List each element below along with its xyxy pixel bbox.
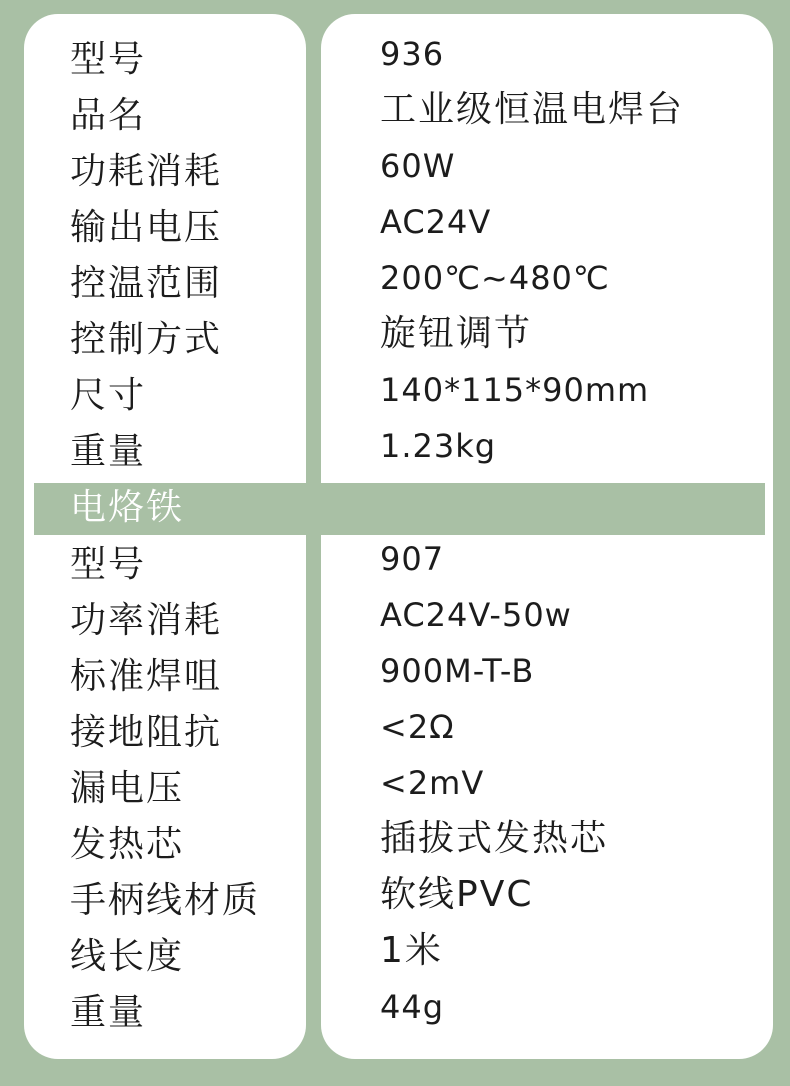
spec-label: 尺寸 <box>70 375 147 416</box>
spec-value: 旋钮调节 <box>380 313 533 354</box>
spec-value: 软线PVC <box>380 874 534 915</box>
spec-value: 1.23kg <box>380 427 497 465</box>
spec-value: 900M-T-B <box>380 652 535 690</box>
spec-label: 控温范围 <box>70 263 223 304</box>
spec-label: 漏电压 <box>70 768 185 809</box>
spec-value: <2Ω <box>380 708 455 746</box>
spec-label: 品名 <box>70 95 147 136</box>
section-band-iron <box>34 483 765 535</box>
spec-value: 907 <box>380 540 445 578</box>
spec-label: 标准焊咀 <box>70 656 223 697</box>
spec-value: 插拔式发热芯 <box>380 818 609 859</box>
spec-value: 工业级恒温电焊台 <box>380 89 685 130</box>
spec-label: 功耗消耗 <box>70 151 223 192</box>
spec-value: AC24V-50w <box>380 596 572 634</box>
spec-value: 44g <box>380 988 445 1026</box>
spec-value: 1米 <box>380 930 443 971</box>
spec-label: 重量 <box>70 431 147 472</box>
spec-label: 型号 <box>70 544 147 585</box>
spec-label: 重量 <box>70 992 147 1033</box>
spec-value: 200℃~480℃ <box>380 259 610 297</box>
spec-value: 140*115*90mm <box>380 371 650 409</box>
spec-label: 线长度 <box>70 936 185 977</box>
spec-label: 接地阻抗 <box>70 712 223 753</box>
spec-label: 发热芯 <box>70 824 185 865</box>
section-title-iron: 电烙铁 <box>70 487 185 528</box>
spec-label: 手柄线材质 <box>70 880 261 921</box>
spec-label: 功率消耗 <box>70 600 223 641</box>
spec-value: 60W <box>380 147 456 185</box>
spec-label: 控制方式 <box>70 319 223 360</box>
spec-value: <2mV <box>380 764 485 802</box>
spec-value: AC24V <box>380 203 492 241</box>
spec-value: 936 <box>380 35 445 73</box>
spec-label: 型号 <box>70 39 147 80</box>
spec-label: 输出电压 <box>70 207 223 248</box>
